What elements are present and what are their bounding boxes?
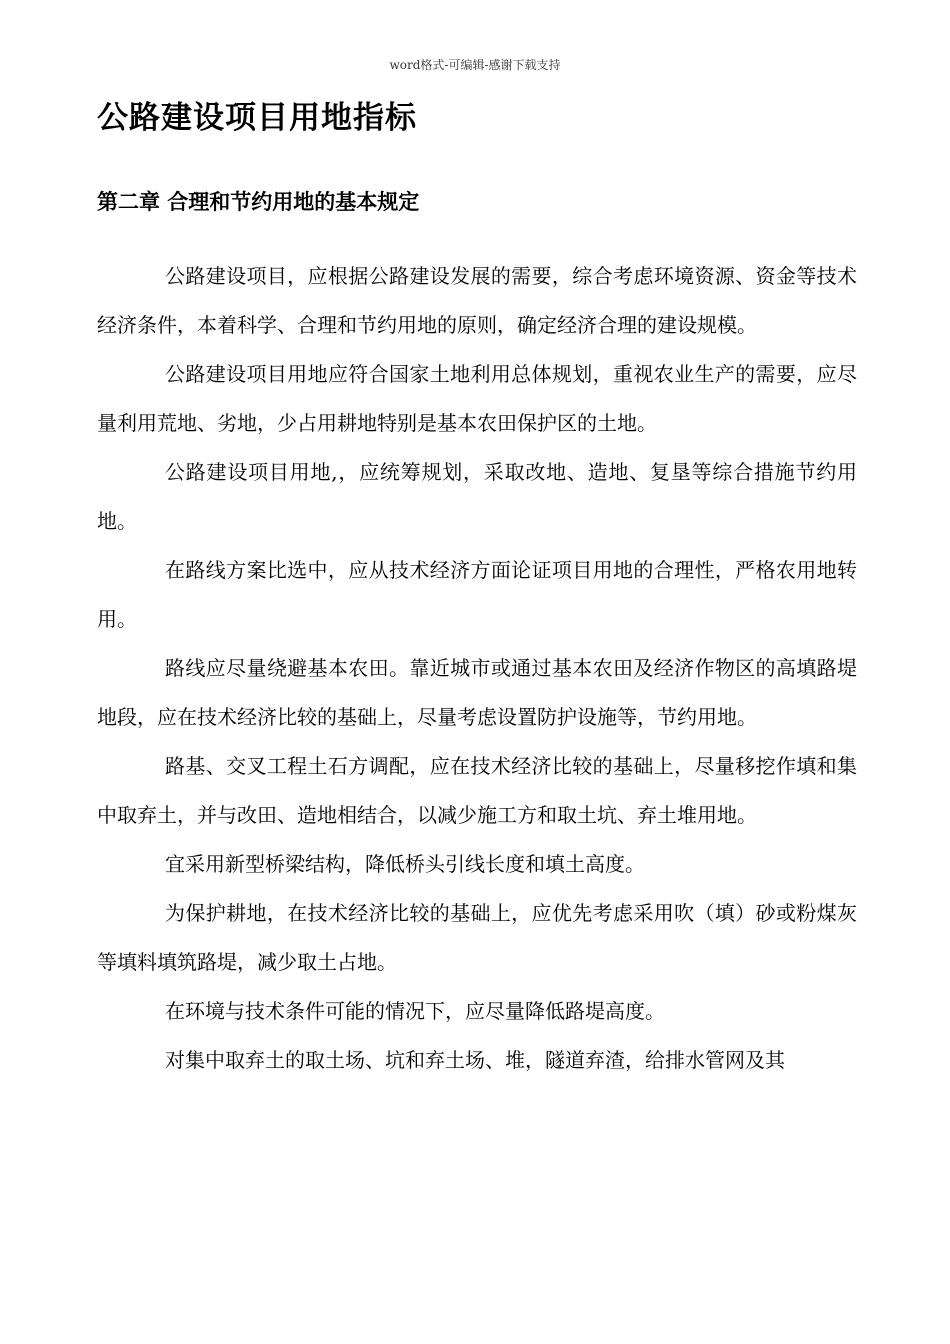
chapter-title: 第二章 合理和节约用地的基本规定	[97, 190, 420, 214]
paragraph: 公路建设项目用地,，应统筹规划，采取改地、造地、复垦等综合措施节约用地。	[97, 460, 857, 533]
document-body	[97, 252, 857, 1085]
paragraph: 为保护耕地，在技术经济比较的基础上，应优先考虑采用吹（填）砂或粉煤灰等填料填筑路堤，减少取土占地。	[97, 901, 857, 974]
paragraph: 路线应尽量绕避基本农田。靠近城市或通过基本农田及经济作物区的高填路堤地段，应在技术经济比较的基础上，尽量考虑设置防护设施等，节约用地。	[97, 656, 857, 729]
paragraph: 宜采用新型桥梁结构，降低桥头引线长度和填土高度。	[165, 852, 645, 876]
paragraph: 对集中取弃土的取土场、坑和弃土场、堆，隧道弃渣，给排水管网及其	[165, 1048, 785, 1072]
paragraph: 在路线方案比选中，应从技术经济方面论证项目用地的合理性，严格农用地转用。	[97, 558, 857, 631]
paragraph: 路基、交叉工程土石方调配，应在技术经济比较的基础上，尽量移挖作填和集中取弃土，并与改田、造地相结合，以减少施工方和取土坑、弃土堆用地。	[97, 754, 857, 827]
paragraph: 公路建设项目，应根据公路建设发展的需要，综合考虑环境资源、资金等技术经济条件，本着科学、合理和节约用地的原则，确定经济合理的建设规模。	[97, 264, 857, 337]
page-header: word格式-可编辑-感谢下载支持	[389, 58, 561, 72]
paragraph: 在环境与技术条件可能的情况下，应尽量降低路堤高度。	[165, 999, 665, 1023]
document-title: 公路建设项目用地指标	[97, 100, 417, 136]
paragraph: 公路建设项目用地应符合国家土地利用总体规划，重视农业生产的需要，应尽量利用荒地、劣地，少占用耕地特别是基本农田保护区的土地。	[97, 362, 857, 435]
